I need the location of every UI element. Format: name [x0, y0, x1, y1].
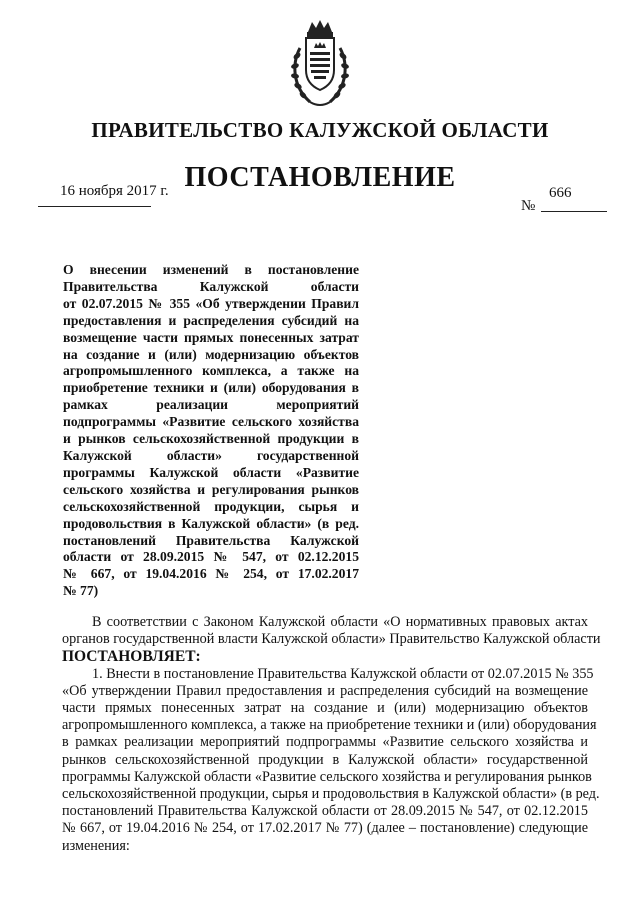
item-line: «Об утверждении Правил предоставления и распределения субсидий на возмещение: [62, 682, 588, 699]
preamble-line: В соответствии с Законом Калужской области «О нормативных правовых актах: [92, 614, 588, 630]
subject-line: подпрограммы «Развитие сельского хозяйства: [63, 414, 359, 430]
item-line: части прямых понесенных затрат на создание и (или) модернизацию объектов: [62, 700, 588, 717]
document-type: ПОСТАНОВЛЕНИЕ: [184, 162, 456, 193]
subject-line: на создание и (или) модернизацию объектов: [63, 346, 359, 362]
item-line: 1. Внести в постановление Правительства Калужской области от 02.07.2015 № 355: [92, 665, 594, 682]
document-number: 666: [549, 185, 572, 201]
document-subject: [63, 262, 359, 600]
subject-line: Правительства Калужской области: [63, 278, 359, 294]
item-line: рынков сельскохозяйственной продукции в Калужской области» государственной: [62, 751, 588, 768]
number-sign: №: [521, 198, 536, 214]
resolves-heading: ПОСТАНОВЛЯЕТ:: [62, 648, 201, 666]
subject-line: № 667, от 19.04.2016 № 254, от 17.02.2017: [63, 566, 359, 582]
item-line: в рамках реализации мероприятий подпрограммы «Развитие сельского хозяйства и: [62, 734, 588, 751]
subject-line: О внесении изменений в постановление: [63, 262, 359, 277]
subject-line: возмещение части прямых понесенных затрат: [63, 329, 359, 345]
subject-line: № 77): [63, 583, 99, 599]
document-date: 16 ноября 2017 г.: [60, 183, 169, 199]
item-line: программы Калужской области «Развитие сельского хозяйства и регулирования рынков: [62, 768, 592, 785]
subject-line: и рынков сельскохозяйственной продукции в: [63, 431, 359, 447]
item-line: сельскохозяйственной продукции, сырья и продовольствия в Калужской области» (в ред.: [62, 786, 600, 803]
org-name: ПРАВИТЕЛЬСТВО КАЛУЖСКОЙ ОБЛАСТИ: [91, 118, 549, 142]
document-body: [62, 614, 601, 855]
subject-line: сельскохозяйственной продукции, сырья и: [63, 498, 359, 514]
subject-line: рамках реализации мероприятий: [63, 397, 359, 413]
subject-line: области от 28.09.2015 № 547, от 02.12.2015: [63, 549, 359, 565]
subject-line: агропромышленного комплекса, а также на: [63, 363, 359, 379]
item-line: изменения:: [62, 837, 130, 854]
date-underline: [38, 206, 151, 207]
subject-line: Калужской области» государственной: [63, 447, 359, 463]
subject-line: сельского хозяйства и регулирования рынков: [63, 481, 359, 497]
item-line: постановлений Правительства Калужской области от 28.09.2015 № 547, от 02.12.2015: [62, 803, 588, 820]
subject-line: постановлений Правительства Калужской: [63, 532, 359, 548]
item-line: агропромышленного комплекса, а также на приобретение техники и (или) оборудования: [62, 717, 597, 734]
subject-line: программы Калужской области «Развитие: [63, 464, 359, 480]
subject-line: приобретение техники и (или) оборудования в: [63, 380, 359, 396]
subject-line: предоставления и распределения субсидий на: [63, 312, 359, 328]
number-underline: [541, 211, 607, 212]
subject-line: от 02.07.2015 № 355 «Об утверждении Правил: [63, 295, 359, 311]
subject-line: продовольствия в Калужской области» (в ред.: [63, 515, 359, 531]
coat-of-arms-icon: [288, 18, 352, 110]
preamble-line: органов государственной власти Калужской области» Правительство Калужской области: [62, 631, 601, 648]
item-line: № 667, от 19.04.2016 № 254, от 17.02.2017 № 77) (далее – постановление) следующие: [62, 820, 588, 837]
